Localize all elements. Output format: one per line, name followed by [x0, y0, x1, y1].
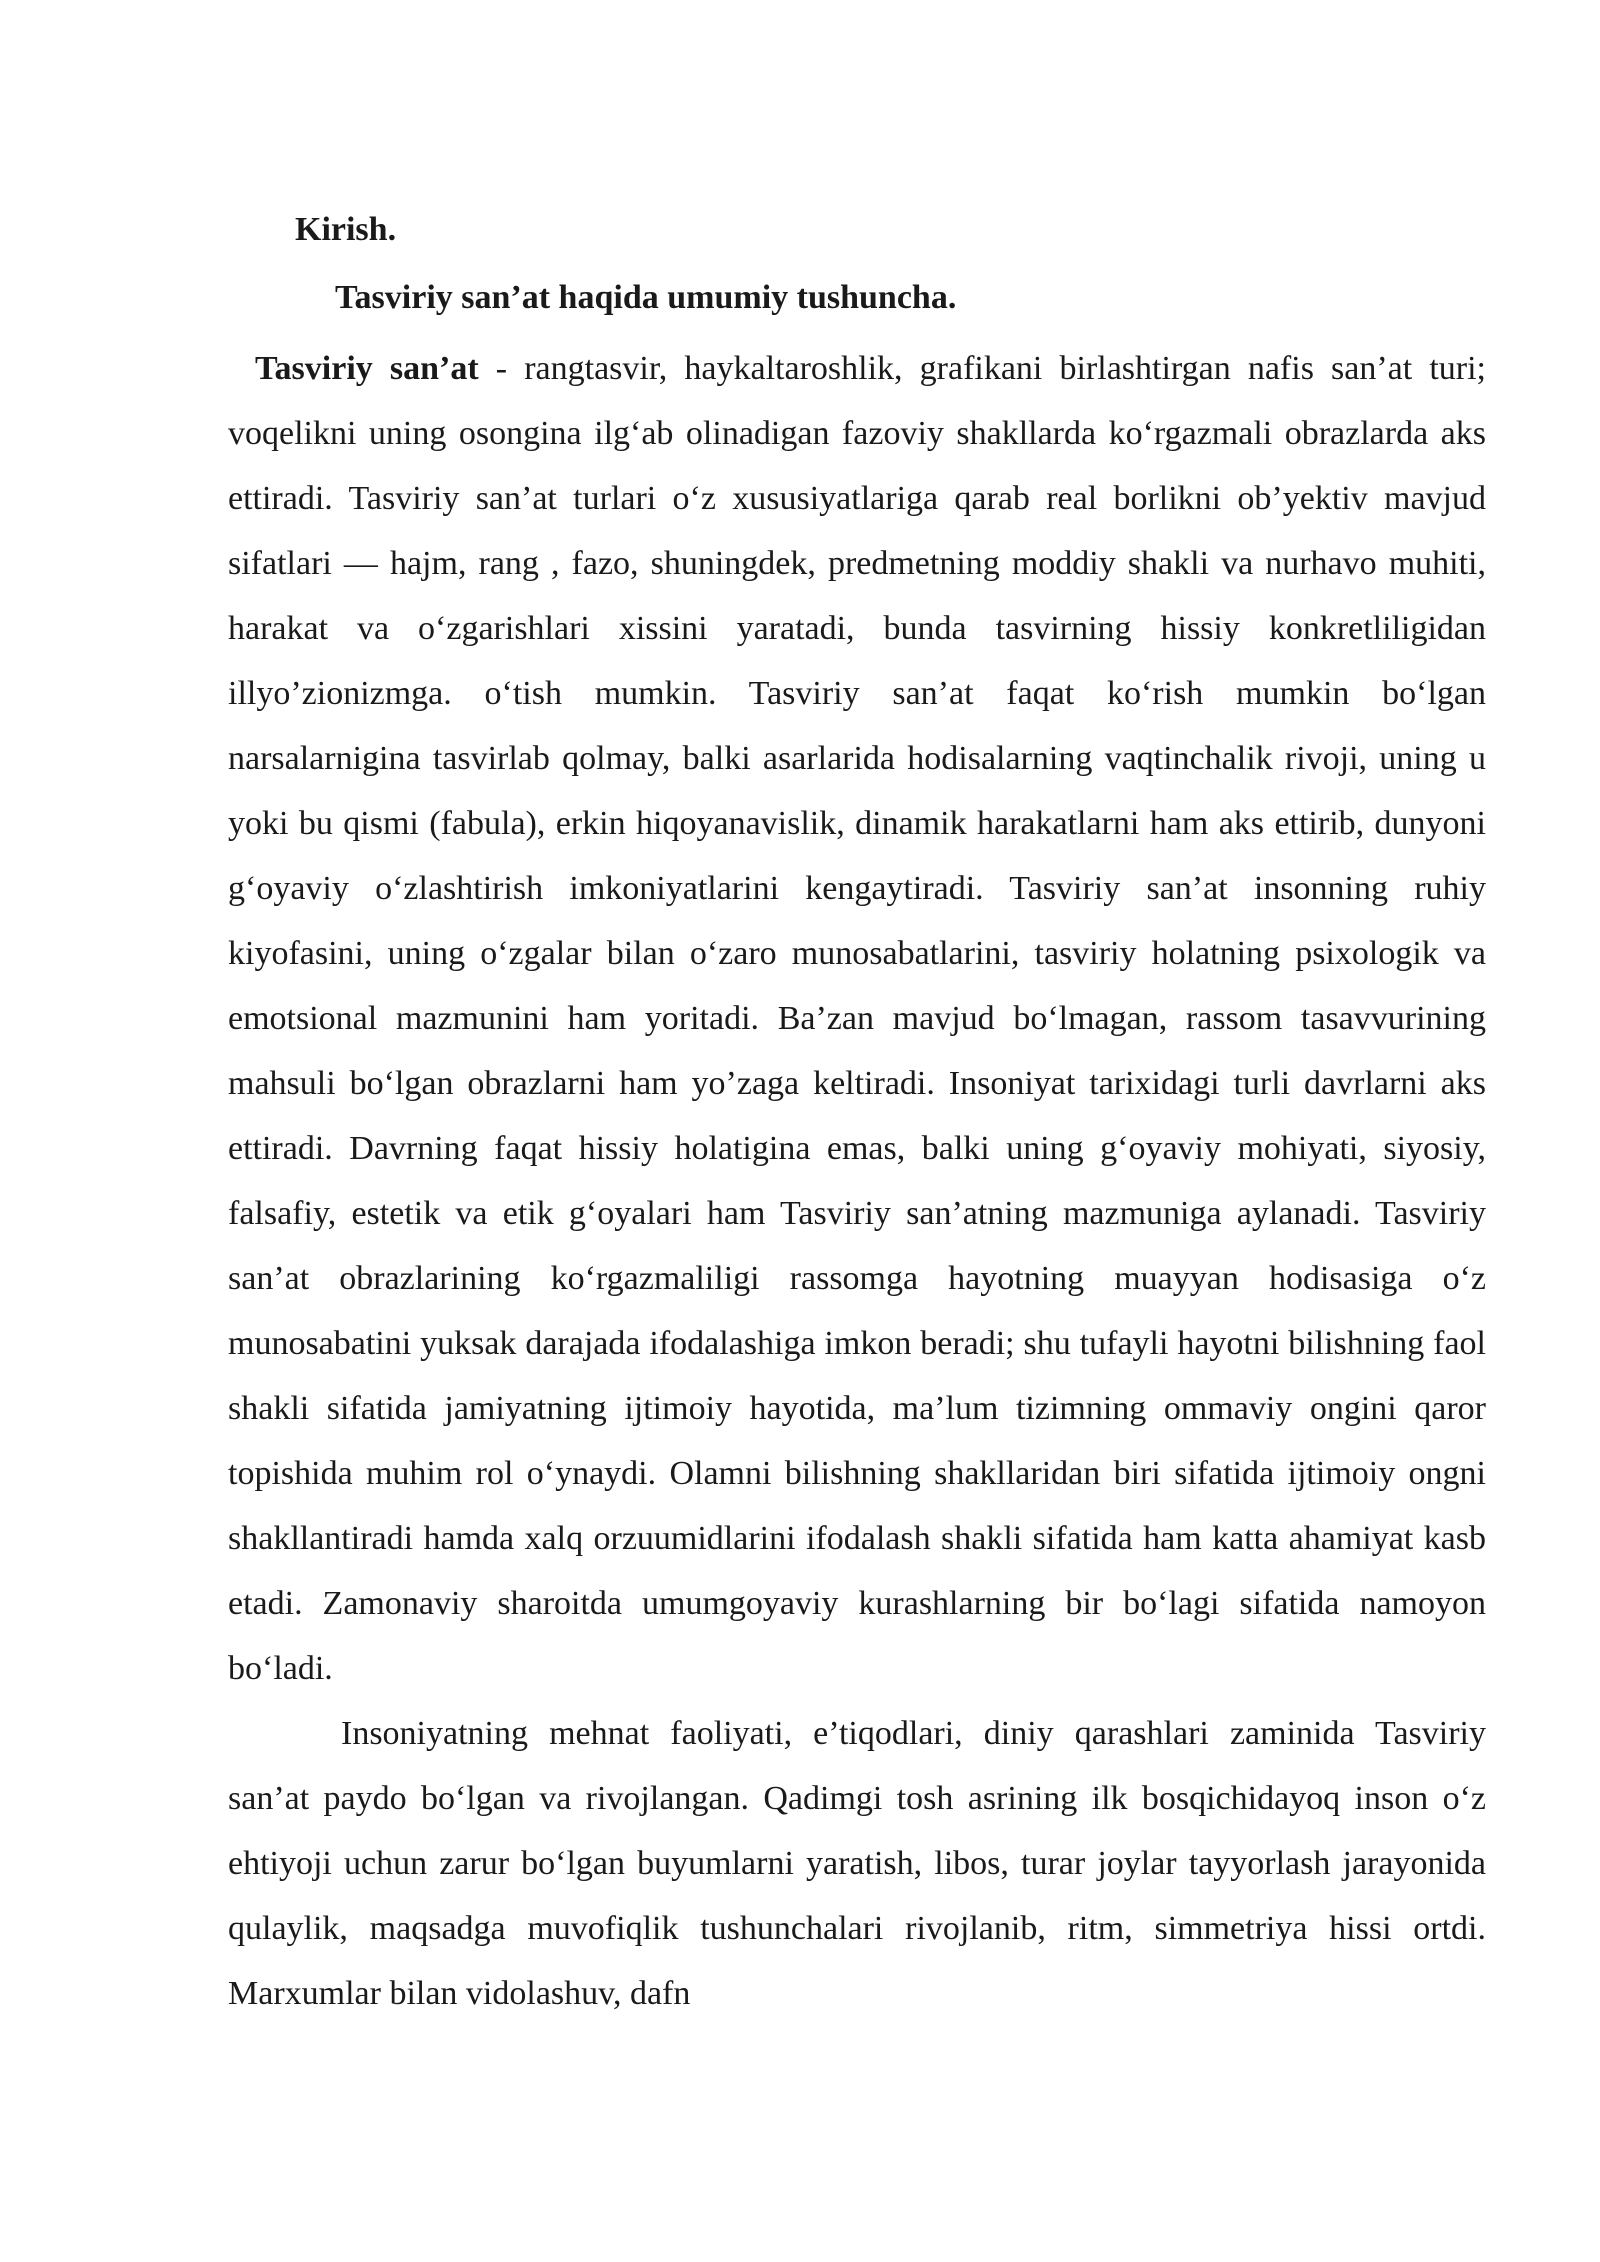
paragraph-1: [228, 336, 1486, 1701]
paragraph-1-text: - rangtasvir, haykaltaroshlik, grafikani birlashtirgan nafis san’at turi; voqelikni uning osongina ilg‘ab olinadigan fazoviy shakllarda ko‘rgazmali obrazlarda aks ettiradi. Tasviriy san’at turlari o‘z xususiyatlariga qarab real borlikni ob’yektiv mavjud sifatlari — hajm, rang , fazo, shuningdek, predmetning moddiy shakli va nurhavo muhiti, harakat va o‘zgarishlari xissini yaratadi, bunda tasvirning hissiy konkretliligidan illyo’zionizmga. o‘tish mumkin. Tasviriy san’at faqat ko‘rish mumkin bo‘lgan narsalarnigina tasvirlab qolmay, balki asarlarida hodisalarning vaqtinchalik rivoji, uning u yoki bu qismi (fabula), erkin hiqoyanavislik, dinamik harakatlarni ham aks ettirib, dunyoni g‘oyaviy o‘zlashtirish imkoniyatlarini kengaytiradi. Tasviriy san’at insonning ruhiy kiyofasini, uning o‘zgalar bilan o‘zaro munosabatlarini, tasviriy holatning psixologik va emotsional mazmunini ham yoritadi. Ba’zan mavjud bo‘lmagan, rassom tasavvurining mahsuli bo‘lgan obrazlarni ham yo’zaga keltiradi. Insoniyat tarixidagi turli davrlarni aks ettiradi. Davrning faqat hissiy holatigina emas, balki uning g‘oyaviy mohiyati, siyosiy, falsafiy, estetik va etik g‘oyalari ham Tasviriy san’atning mazmuniga aylanadi. Tasviriy san’at obrazlarining ko‘rgazmaliligi rassomga hayotning muayyan hodisasiga o‘z munosabatini yuksak darajada ifodalashiga imkon beradi; shu tufayli hayotni bilishning faol shakli sifatida jamiyatning ijtimoiy hayotida, ma’lum tizimning ommaviy ongini qaror topishida muhim rol o‘ynaydi. Olamni bilishning shakllaridan biri sifatida ijtimoiy ongni shakllantiradi hamda xalq orzuumidlarini ifodalash shakli sifatida ham katta ahamiyat kasb etadi. Zamonaviy sharoitda umumgoyaviy kurashlarning bir bo‘lagi sifatida namoyon bo‘ladi.: [228, 350, 1486, 1687]
defined-term: Tasviriy san’at: [255, 350, 479, 387]
document-page: [228, 200, 1486, 2026]
intro-heading: Kirish.: [295, 211, 397, 248]
paragraph-2: Insoniyatning mehnat faoliyati, e’tiqodlari, diniy qarashlari zaminida Tasviriy san’at paydo bo‘lgan va rivojlangan. Qadimgi tosh asrining ilk bosqichidayoq inson o‘z ehtiyoji uchun zarur bo‘lgan buyumlarni yaratish, libos, turar joylar tayyorlash jarayonida qulaylik, maqsadga muvofiqlik tushunchalari rivojlanib, ritm, simmetriya hissi ortdi. Marxumlar bilan vidolashuv, dafn: [228, 1715, 1486, 2012]
section-title: Tasviriy san’at haqida umumiy tushuncha.: [335, 279, 957, 316]
